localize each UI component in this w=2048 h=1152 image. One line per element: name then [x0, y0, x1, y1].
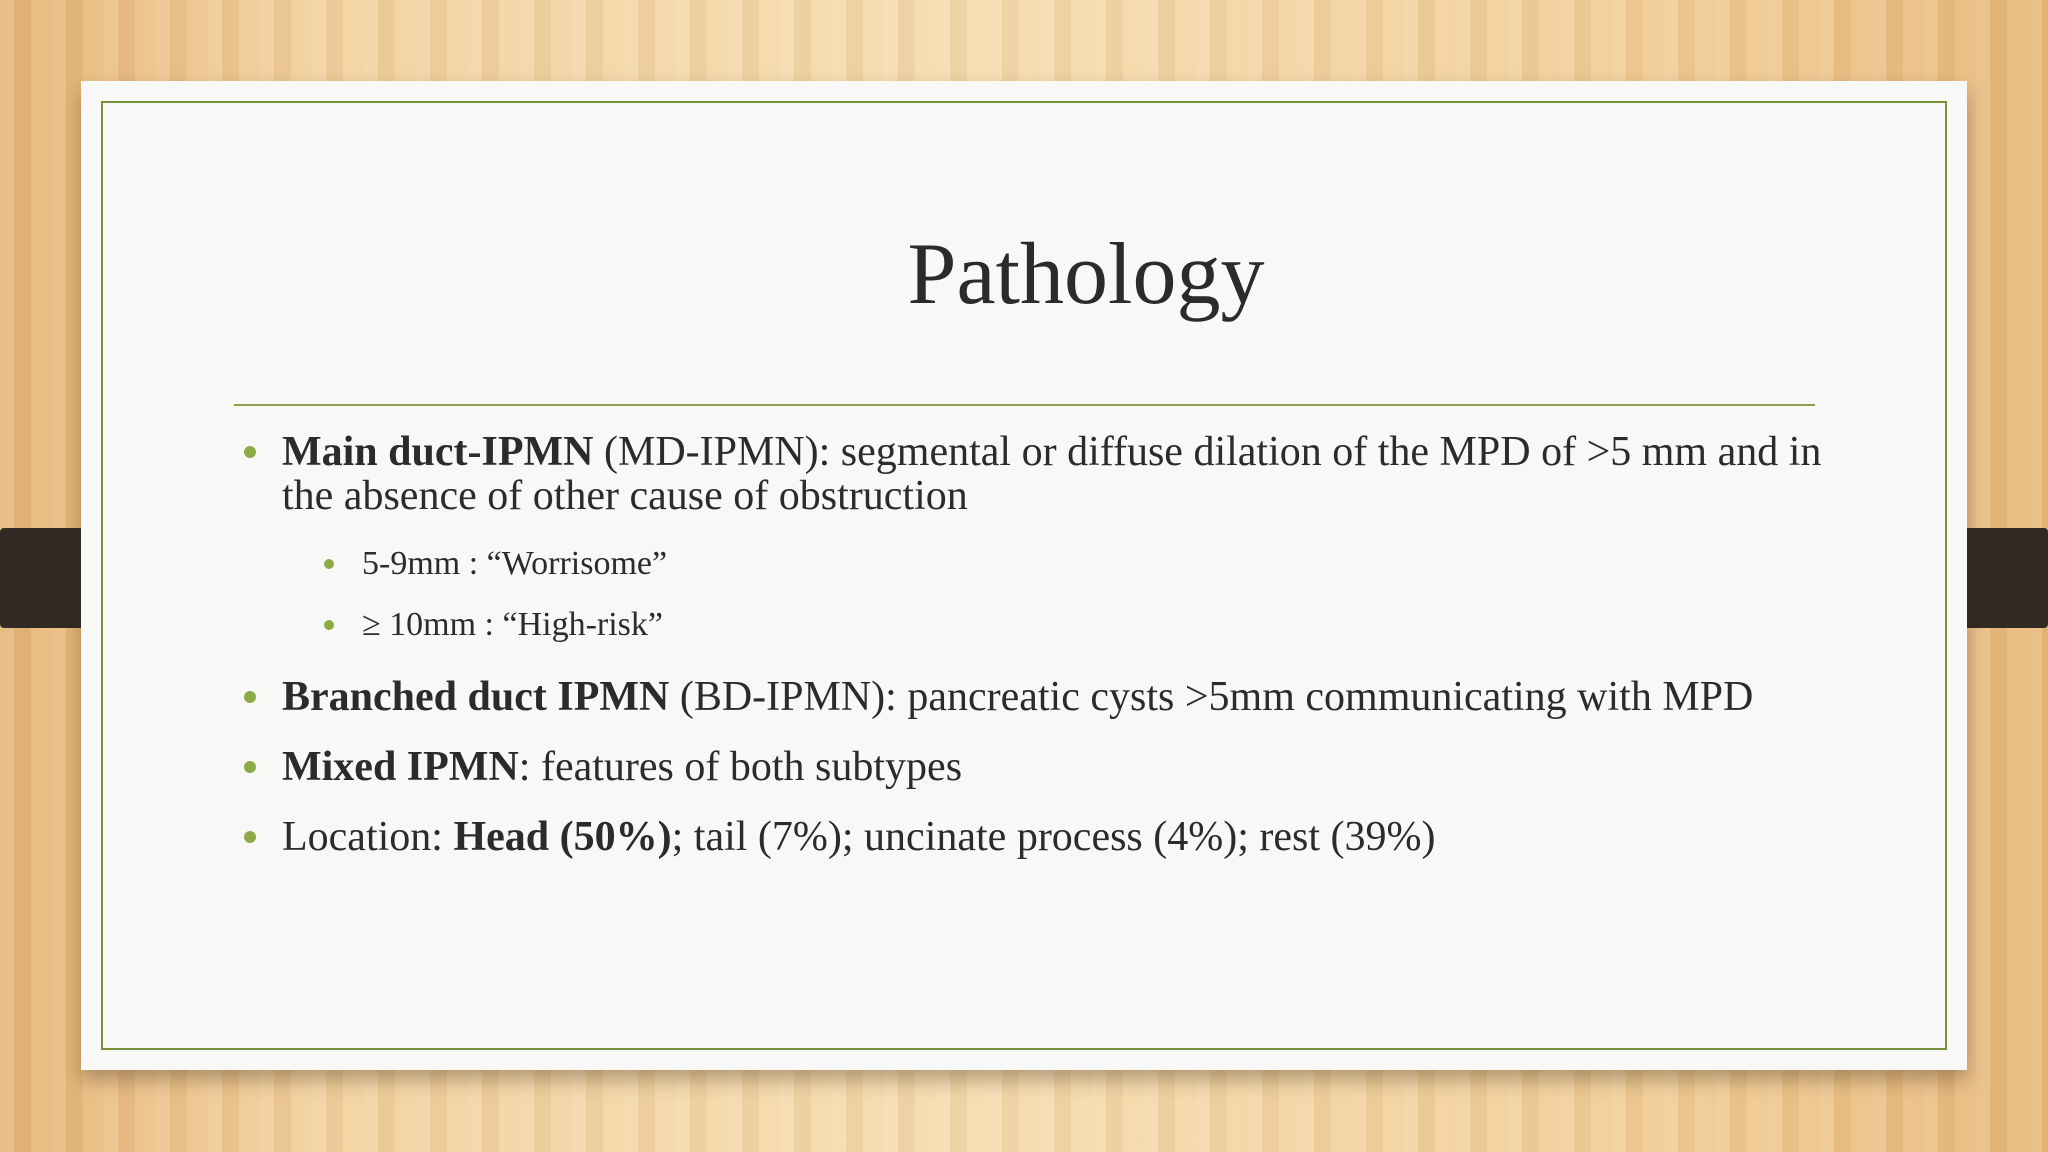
slide-title: Pathology [907, 226, 1265, 323]
bullet-dot-icon [244, 761, 256, 773]
bullet-bold-term: Mixed IPMN [282, 744, 519, 790]
bullet-text: ; tail (7%); uncinate process (4%); rest (39%) [671, 814, 1436, 860]
bullet-text: (MD-IPMN): segmental or diffuse dilation of the MPD of >5 mm and in the absence of other cause of obstruction [282, 429, 1822, 519]
bullet-bold-term: Head (50%) [453, 814, 672, 860]
bullet-prefix: Location: [282, 814, 454, 860]
sub-bullet-worrisome [234, 544, 1834, 584]
bullet-item-mixed [234, 745, 1834, 789]
bullet-item-main-duct [234, 430, 1834, 518]
bullet-item-branched-duct [234, 675, 1834, 719]
sub-bullet-text: 5-9mm : “Worrisome” [362, 545, 668, 582]
bullet-dot-icon [324, 559, 334, 569]
bullet-dot-icon [324, 620, 334, 630]
bullet-text: (BD-IPMN): pancreatic cysts >5mm communicating with MPD [669, 674, 1754, 720]
title-divider [234, 404, 1815, 406]
bullet-bold-term: Branched duct IPMN [282, 674, 670, 720]
sub-bullet-text: ≥ 10mm : “High-risk” [362, 606, 664, 643]
sub-bullet-high-risk [234, 605, 1834, 645]
bullet-list [234, 430, 1834, 885]
bullet-text: : features of both subtypes [518, 744, 963, 790]
bullet-dot-icon [244, 691, 256, 703]
slide-card [81, 81, 1967, 1070]
bullet-dot-icon [244, 446, 256, 458]
bullet-item-location [234, 815, 1834, 859]
bullet-dot-icon [244, 831, 256, 843]
bullet-bold-term: Main duct-IPMN [282, 429, 594, 475]
